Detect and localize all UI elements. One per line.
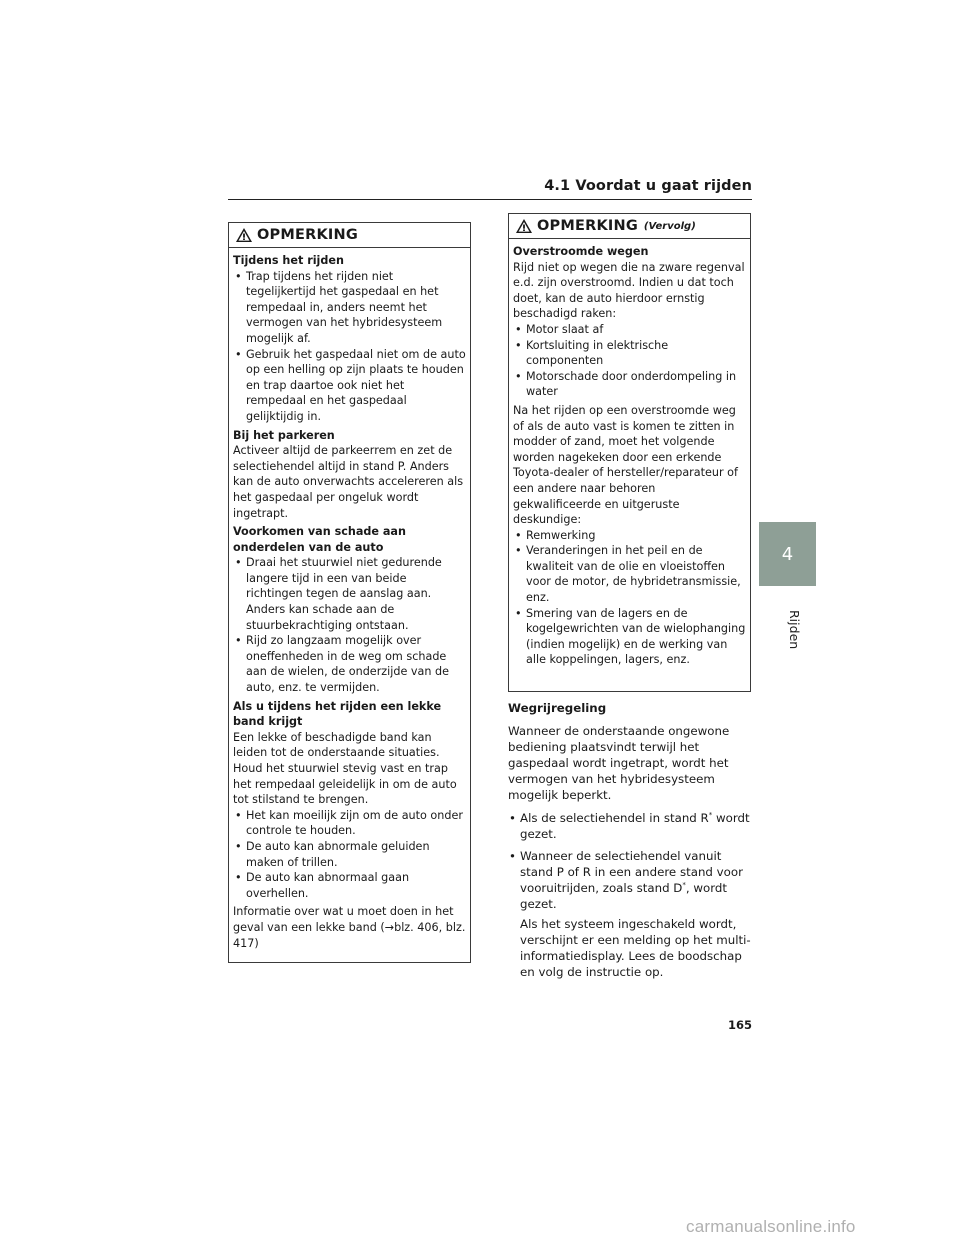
bullet-list <box>513 322 746 400</box>
list-item: • De auto kan abnormaal gaan overhellen. <box>233 870 466 901</box>
bullet-list <box>513 528 746 668</box>
list-item-text: Wanneer de selectiehendel vanuit stand P of R in een andere stand voor vooruitrijden, zoals stand D <box>520 849 743 895</box>
chapter-tab: 4 <box>759 522 816 586</box>
bullet-list <box>233 555 466 695</box>
list-item: • De auto kan abnormale geluiden maken of trillen. <box>233 839 466 870</box>
list-item <box>508 810 752 842</box>
section-heading: Tijdens het rijden <box>233 254 344 267</box>
footnote-marker: * <box>682 881 686 890</box>
list-item <box>508 848 752 980</box>
bullet-list <box>233 808 466 902</box>
watermark: carmanualsonline.info <box>686 1217 856 1236</box>
notice-box-right <box>508 213 751 692</box>
header-divider <box>228 199 752 200</box>
warning-icon <box>515 218 533 234</box>
list-item: • Draai het stuurwiel niet gedurende langere tijd in een van beide richtingen tegen de aanslag aan. Anders kan schade aan de stuurbekrachtiging ontstaan. <box>233 555 466 633</box>
notice-box-header <box>229 223 470 248</box>
paragraph: Als het systeem ingeschakeld wordt, verschijnt er een melding op het multi-informatiedisplay. Lees de boodschap en volg de instructie op. <box>520 917 751 979</box>
chapter-label: Rijden <box>787 610 802 650</box>
warning-icon <box>235 227 253 243</box>
section-title: 4.1 Voordat u gaat rijden <box>544 178 752 194</box>
main-content <box>508 700 752 986</box>
footnote-marker: * <box>708 811 713 820</box>
section-heading: Bij het parkeren <box>233 428 335 442</box>
page-reference-link[interactable]: Informatie over wat u moet doen in het geval van een lekke band (→blz. 406, blz. 417) <box>233 905 466 950</box>
page-number: 165 <box>727 1018 752 1032</box>
list-item: • Motor slaat af <box>513 322 746 338</box>
list-item: • Motorschade door onderdompeling in water <box>513 369 746 400</box>
list-item: • Het kan moeilijk zijn om de auto onder controle te houden. <box>233 808 466 839</box>
section-heading: Overstroomde wegen <box>513 245 649 258</box>
list-item: • Veranderingen in het peil en de kwaliteit van de olie en vloeistoffen voor de motor, de hybridetransmissie, enz. <box>513 543 746 605</box>
section-heading: Als u tijdens het rijden een lekke band krijgt <box>233 699 442 729</box>
list-item-text: Als de selectiehendel in stand R <box>520 811 709 825</box>
notice-body <box>509 239 750 668</box>
paragraph: Wanneer de onderstaande ongewone bediening plaatsvindt terwijl het gaspedaal wordt ingetrapt, wordt het vermogen van het hybridesysteem mogelijk beperkt. <box>508 724 730 802</box>
list-item: • Smering van de lagers en de kogelgewrichten van de wielophanging (indien mogelijk) en de werking van alle koppelingen, lagers, enz. <box>513 606 746 668</box>
notice-title: OPMERKING <box>537 218 638 234</box>
paragraph: Activeer altijd de parkeerrem en zet de selectiehendel altijd in stand P. Anders kan de auto onverwachts accelereren als het gaspedaal per ongeluk wordt ingetrapt. <box>233 444 464 520</box>
paragraph: Rijd niet op wegen die na zware regenval e.d. zijn overstroomd. Indien u dat toch doet, kan de auto hierdoor ernstig beschadigd raken: <box>513 260 745 321</box>
list-item: • Kortsluiting in elektrische componenten <box>513 338 746 369</box>
notice-title: OPMERKING <box>257 227 358 243</box>
list-item-text: wordt gezet. <box>520 811 750 841</box>
list-item: • Rijd zo langzaam mogelijk over oneffenheden in de weg om schade aan de wielen, de onderzijde van de auto, enz. te vermijden. <box>233 633 466 695</box>
paragraph: Een lekke of beschadigde band kan leiden tot de onderstaande situaties. Houd het stuurwiel stevig vast en trap het rempedaal geleidelijk in om de auto tot stilstand te brengen. <box>233 730 457 807</box>
list-item-text: , wordt gezet. <box>520 881 728 911</box>
bullet-list <box>233 269 466 425</box>
list-item: • Remwerking <box>513 528 746 544</box>
continued-label: (Vervolg) <box>643 220 696 232</box>
list-item: • Gebruik het gaspedaal niet om de auto op een helling op zijn plaats te houden en trap daartoe ook niet het rempedaal en het gaspedaal gelijktijdig in. <box>233 347 466 425</box>
list-item: • Trap tijdens het rijden niet tegelijkertijd het gaspedaal en het rempedaal in, anders neemt het vermogen van het hybridesysteem mogelijk af. <box>233 269 466 347</box>
bullet-list <box>508 810 752 980</box>
paragraph: Na het rijden op een overstroomde weg of als de auto vast is komen te zitten in modder of zand, moet het volgende worden nagekeken door een erkende Toyota-dealer of hersteller/reparateur of een andere naar behoren gekwalificeerde en uitgeruste deskundige: <box>513 403 738 527</box>
section-heading: Wegrijregeling <box>508 701 607 715</box>
section-heading: Voorkomen van schade aan onderdelen van de auto <box>233 525 406 554</box>
notice-box-left <box>228 222 471 963</box>
notice-box-header <box>509 214 750 239</box>
notice-body <box>229 248 470 951</box>
